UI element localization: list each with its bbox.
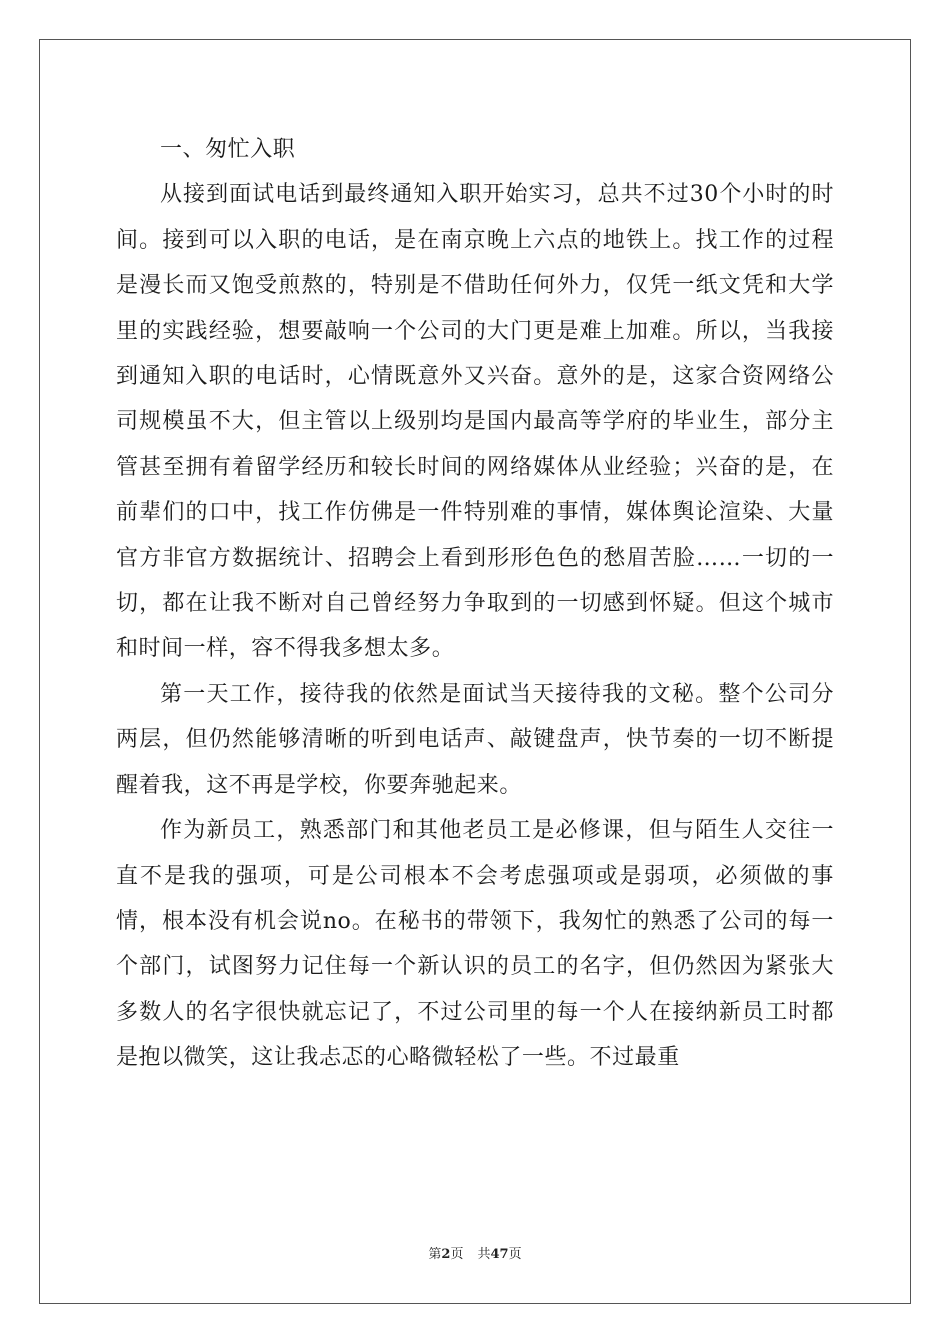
- page-prefix: 第: [428, 1247, 442, 1262]
- document-body: [116, 127, 834, 1081]
- total-prefix: 共: [477, 1247, 491, 1262]
- total-pages: 47: [490, 1247, 509, 1262]
- paragraph-2: 第一天工作，接待我的依然是面试当天接待我的文秘。整个公司分两层，但仍然能够清晰的听到电话声、敲键盘声，快节奏的一切不断提醒着我，这不再是学校，你要奔驰起来。: [116, 681, 834, 798]
- page-suffix: 页: [450, 1247, 464, 1262]
- paragraph-1: 从接到面试电话到最终通知入职开始实习，总共不过30个小时的时间。接到可以入职的电话，是在南京晚上六点的地铁上。找工作的过程是漫长而又饱受煎熬的，特别是不借助任何外力，仅凭一纸文凭和大学里的实践经验，想要敲响一个公司的大门更是难上加难。所以，当我接到通知入职的电话时，心情既意外又兴奋。意外的是，这家合资网络公司规模虽不大，但主管以上级别均是国内最高等学府的毕业生，部分主管甚至拥有着留学经历和较长时间的网络媒体从业经验；兴奋的是，在前辈们的口中，找工作仿佛是一件特别难的事情，媒体舆论渲染、大量官方非官方数据统计、招聘会上看到形形色色的愁眉苦脸……一切的一切，都在让我不断对自己曾经努力争取到的一切感到怀疑。但这个城市和时间一样，容不得我多想太多。: [116, 182, 834, 662]
- section-heading: 一、匆忙入职: [160, 137, 296, 162]
- paragraph-3: 作为新员工，熟悉部门和其他老员工是必修课，但与陌生人交往一直不是我的强项，可是公司根本不会考虑强项或是弱项，必须做的事情，根本没有机会说no。在秘书的带领下，我匆忙的熟悉了公司的每一个部门，试图努力记住每一个新认识的员工的名字，但仍然因为紧张大多数人的名字很快就忘记了，不过公司里的每一个人在接纳新员工时都是抱以微笑，这让我忐忑的心略微轻松了一些。不过最重: [116, 818, 834, 1071]
- page-footer: [0, 1246, 950, 1264]
- total-suffix: 页: [508, 1247, 522, 1262]
- page-number: 2: [441, 1247, 451, 1262]
